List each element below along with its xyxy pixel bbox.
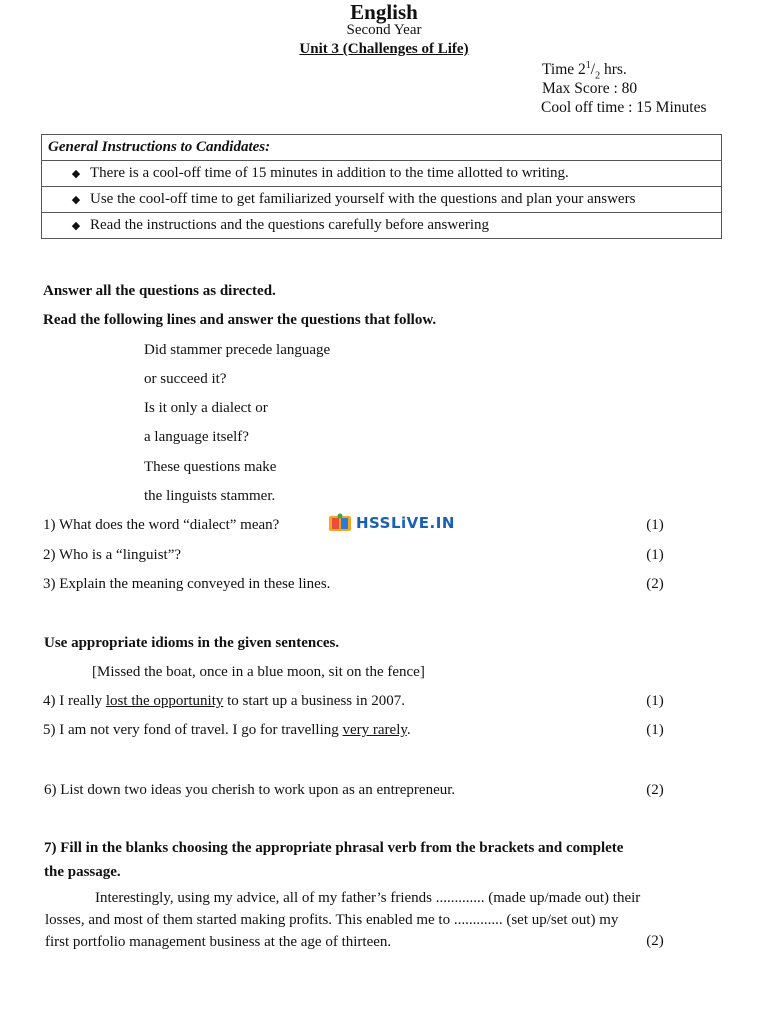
hsslive-logo — [328, 513, 455, 533]
question-mark: (1) — [646, 722, 664, 738]
question-7-heading: 7) Fill in the blanks choosing the appropriate phrasal verb from the brackets and complete — [44, 840, 624, 856]
book-logo-icon — [328, 513, 352, 533]
question-4 — [43, 693, 405, 710]
question-text: Explain the meaning conveyed in these lines. — [59, 576, 331, 592]
instructions-table — [41, 134, 722, 239]
question-number: 3) — [43, 576, 56, 592]
instruction-text: Use the cool-off time to get familiarized yourself with the questions and plan your answers — [90, 191, 636, 207]
question-mark: (2) — [646, 576, 664, 592]
passage-line: losses, and most of them started making profits. This enabled me to ............. (set up/set out) my — [45, 912, 619, 928]
question-text: I am not very fond of travel. I go for travelling — [59, 722, 343, 738]
passage-line: Interestingly, using my advice, all of my father’s friends ............. (made up/made out) their — [95, 890, 641, 906]
question-6 — [44, 782, 455, 799]
question-text: Who is a “linguist”? — [58, 547, 182, 563]
paper-title: English — [350, 0, 418, 24]
poem-line: or succeed it? — [144, 371, 227, 387]
poem-line: the linguists stammer. — [144, 488, 276, 504]
unit-title-text: Unit 3 (Challenges of Life) — [299, 41, 469, 57]
time-sub: 2 — [595, 70, 601, 82]
question-text: . — [406, 722, 411, 738]
question-text: List down two ideas you cherish to work upon as an entrepreneur. — [60, 782, 456, 798]
question-number: 5) — [43, 722, 56, 738]
diamond-bullet-icon: ◆ — [71, 168, 81, 180]
time-sup: 1 — [585, 60, 591, 71]
cool-off-time: Cool off time : 15 Minutes — [541, 99, 707, 116]
question-mark: (1) — [646, 547, 664, 563]
question-mark: (1) — [646, 693, 664, 709]
instruction-row — [42, 187, 722, 213]
question-text: I really — [59, 693, 106, 709]
poem-line: Is it only a dialect or — [144, 400, 268, 416]
idioms-prompt: Use appropriate idioms in the given sentences. — [44, 635, 340, 651]
instruction-text: Read the instructions and the questions carefully before answering — [90, 217, 490, 233]
question-number: 6) — [44, 782, 57, 798]
instruction-row — [42, 213, 722, 239]
question-2 — [43, 547, 181, 564]
diamond-bullet-icon: ◆ — [71, 220, 81, 232]
question-number: 4) — [43, 693, 56, 709]
unit-title — [0, 41, 768, 58]
question-mark: (2) — [646, 933, 664, 949]
idiom-options: [Missed the boat, once in a blue moon, sit on the fence] — [92, 664, 425, 680]
question-5 — [43, 722, 411, 739]
section-prompt: Read the following lines and answer the questions that follow. — [43, 312, 437, 328]
poem-line: These questions make — [144, 459, 277, 475]
poem-line: Did stammer precede language — [144, 342, 331, 358]
instructions-heading: General Instructions to Candidates: — [42, 135, 722, 161]
instruction-text: There is a cool-off time of 15 minutes in addition to the time allotted to writing. — [90, 165, 569, 181]
question-7-heading-cont: the passage. — [44, 864, 121, 880]
instruction-row — [42, 161, 722, 187]
section-directive: Answer all the questions as directed. — [43, 283, 276, 299]
poem-line: a language itself? — [144, 429, 249, 445]
time-allowed: Time $2^1/_2$ hrs. — [542, 60, 627, 82]
passage-line: first portfolio management business at the age of thirteen. — [45, 934, 392, 950]
diamond-bullet-icon: ◆ — [71, 194, 81, 206]
question-1 — [43, 517, 279, 534]
question-number: 1) — [43, 517, 56, 533]
question-text: What does the word “dialect” mean? — [58, 517, 280, 533]
question-text: to start up a business in 2007. — [223, 693, 406, 709]
question-mark: (2) — [646, 782, 664, 798]
time-suffix: hrs. — [600, 61, 627, 79]
logo-text: HSSLiVE.IN — [356, 514, 455, 532]
underlined-phrase: lost the opportunity — [105, 693, 224, 709]
question-3 — [43, 576, 330, 593]
question-mark: (1) — [646, 517, 664, 533]
question-number: 2) — [43, 547, 56, 563]
max-score: Max Score : 80 — [542, 80, 638, 97]
time-prefix: Time 2 — [542, 61, 586, 79]
paper-year: Second Year — [346, 22, 422, 38]
underlined-phrase: very rarely — [342, 722, 407, 738]
